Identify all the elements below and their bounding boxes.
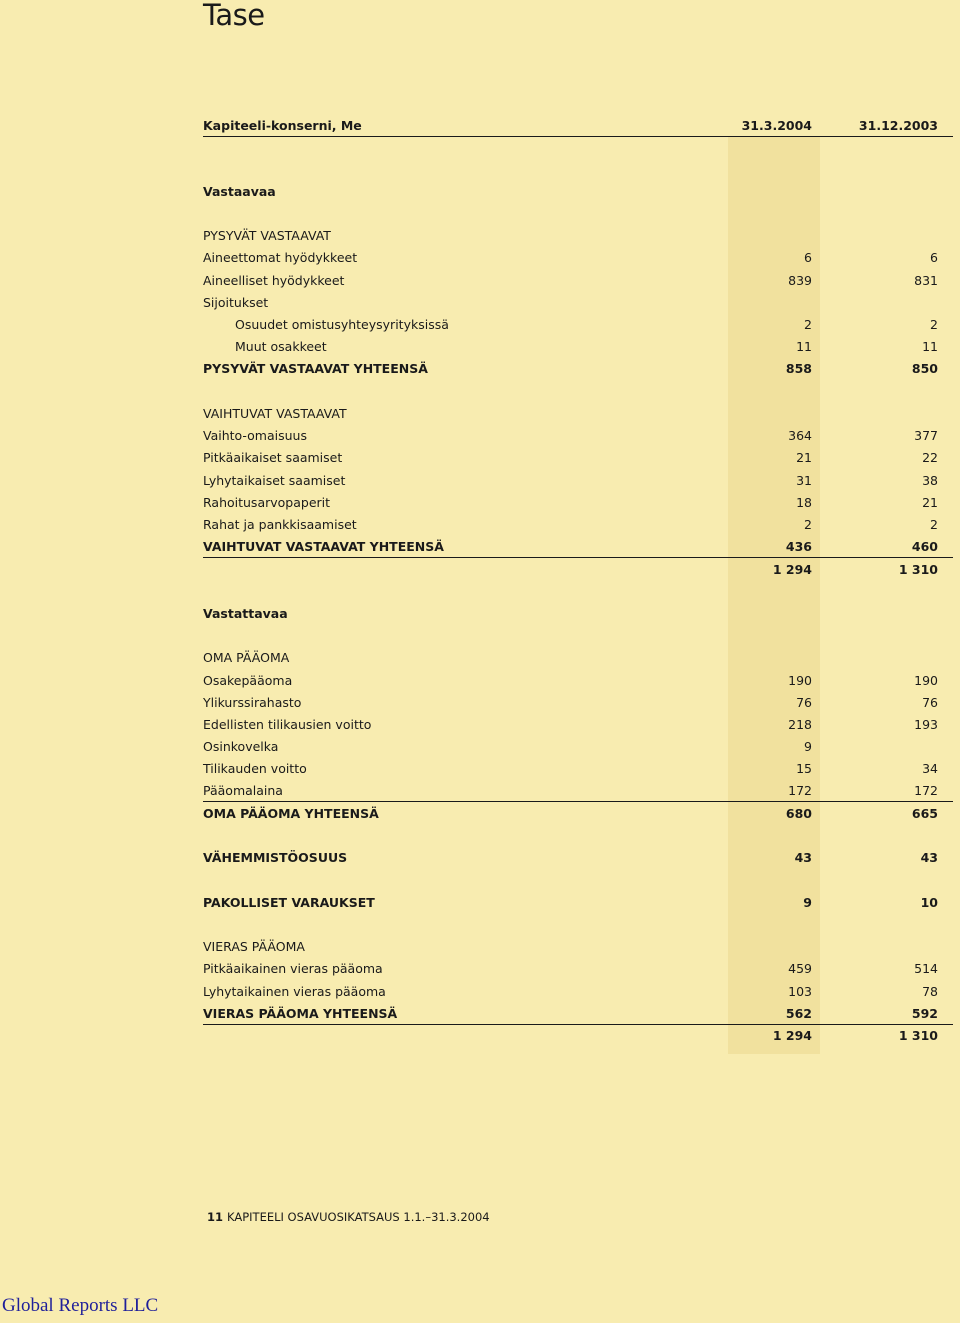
row-label: Vastaavaa xyxy=(203,184,276,199)
row-value-2004: 680 xyxy=(785,806,812,821)
table-row xyxy=(203,270,953,292)
subtotal-row xyxy=(203,803,953,825)
row-value-2003: 21 xyxy=(922,495,938,510)
row-value-2004: 839 xyxy=(788,273,812,288)
table-row xyxy=(203,336,953,358)
table-row xyxy=(203,670,953,692)
total-value-2003: 1 310 xyxy=(898,562,938,577)
total-value-2003: 1 310 xyxy=(898,1028,938,1043)
row-value-2003: 850 xyxy=(911,361,938,376)
row-value-2004: 43 xyxy=(794,850,812,865)
group-heading xyxy=(203,403,953,425)
row-label: Pitkäaikaiset saamiset xyxy=(203,450,343,465)
row-value-2004: 31 xyxy=(796,473,812,488)
row-value-2003: 190 xyxy=(914,673,938,688)
group-heading xyxy=(203,225,953,247)
row-value-2004: 172 xyxy=(788,783,812,798)
row-value-2003: 43 xyxy=(920,850,938,865)
watermark-text: Global Reports LLC xyxy=(2,1295,159,1316)
row-label: PYSYVÄT VASTAAVAT YHTEENSÄ xyxy=(203,361,428,376)
table-row xyxy=(203,736,953,758)
total-value-2004: 1 294 xyxy=(772,562,812,577)
row-label: Pääomalaina xyxy=(203,783,283,798)
row-label: Edellisten tilikausien voitto xyxy=(203,717,372,732)
row-value-2003: 460 xyxy=(911,539,938,554)
row-label: PYSYVÄT VASTAAVAT xyxy=(203,228,331,243)
header-col1: 31.3.2004 xyxy=(741,118,812,133)
table-row xyxy=(203,247,953,269)
page-footer xyxy=(207,1206,490,1228)
row-value-2004: 76 xyxy=(796,695,812,710)
row-label: Ylikurssirahasto xyxy=(203,695,302,710)
row-value-2004: 6 xyxy=(804,250,812,265)
table-row xyxy=(203,470,953,492)
row-value-2003: 2 xyxy=(930,317,938,332)
table-row xyxy=(203,981,953,1003)
row-value-2003: 377 xyxy=(914,428,938,443)
row-label: Sijoitukset xyxy=(203,295,269,310)
row-label: Rahat ja pankkisaamiset xyxy=(203,517,357,532)
row-value-2003: 22 xyxy=(922,450,938,465)
row-value-2003: 514 xyxy=(914,961,938,976)
header-col2: 31.12.2003 xyxy=(858,118,938,133)
group-heading xyxy=(203,936,953,958)
row-value-2004: 9 xyxy=(803,895,812,910)
row-value-2003: 11 xyxy=(922,339,938,354)
row-label: VIERAS PÄÄOMA YHTEENSÄ xyxy=(203,1006,398,1021)
row-value-2003: 6 xyxy=(930,250,938,265)
row-label: Vastattavaa xyxy=(203,606,288,621)
row-label: Vaihto-omaisuus xyxy=(203,428,307,443)
row-value-2004: 218 xyxy=(788,717,812,732)
row-label: Tilikauden voitto xyxy=(203,761,307,776)
row-value-2004: 18 xyxy=(796,495,812,510)
row-value-2004: 2 xyxy=(804,517,812,532)
row-value-2003: 665 xyxy=(911,806,938,821)
header-label: Kapiteeli-konserni, Me xyxy=(203,118,362,133)
row-label: Aineelliset hyödykkeet xyxy=(203,273,345,288)
table-row xyxy=(203,492,953,514)
row-value-2004: 436 xyxy=(785,539,812,554)
row-value-2004: 11 xyxy=(796,339,812,354)
row-label: Osinkovelka xyxy=(203,739,279,754)
table-row xyxy=(203,292,953,314)
row-label: VIERAS PÄÄOMA xyxy=(203,939,305,954)
row-value-2003: 10 xyxy=(920,895,938,910)
table-header xyxy=(203,115,953,137)
row-value-2003: 831 xyxy=(914,273,938,288)
subtotal-row xyxy=(203,536,953,558)
table-row xyxy=(203,692,953,714)
row-value-2003: 76 xyxy=(922,695,938,710)
table-row xyxy=(203,958,953,980)
table-row xyxy=(203,514,953,536)
row-label: OMA PÄÄOMA xyxy=(203,650,290,665)
row-label: VAIHTUVAT VASTAAVAT xyxy=(203,406,347,421)
table-row xyxy=(203,780,953,802)
row-value-2004: 459 xyxy=(788,961,812,976)
row-label: Osakepääoma xyxy=(203,673,293,688)
table-row xyxy=(203,714,953,736)
row-label: VAIHTUVAT VASTAAVAT YHTEENSÄ xyxy=(203,539,444,554)
total-value-2004: 1 294 xyxy=(772,1028,812,1043)
section-heading xyxy=(203,181,953,203)
row-value-2004: 858 xyxy=(785,361,812,376)
row-value-2004: 190 xyxy=(788,673,812,688)
row-value-2003: 78 xyxy=(922,984,938,999)
group-heading xyxy=(203,647,953,669)
row-value-2003: 172 xyxy=(914,783,938,798)
row-value-2004: 103 xyxy=(788,984,812,999)
row-value-2003: 38 xyxy=(922,473,938,488)
row-label: Osuudet omistusyhteysyrityksissä xyxy=(235,317,449,332)
row-label: Rahoitusarvopaperit xyxy=(203,495,331,510)
row-value-2004: 364 xyxy=(788,428,812,443)
row-label: Aineettomat hyödykkeet xyxy=(203,250,358,265)
total-row xyxy=(203,1025,953,1047)
row-value-2004: 9 xyxy=(804,739,812,754)
row-label: PAKOLLISET VARAUKSET xyxy=(203,895,375,910)
table-row xyxy=(203,447,953,469)
table-row xyxy=(203,758,953,780)
row-label: VÄHEMMISTÖOSUUS xyxy=(203,850,348,865)
row-value-2004: 2 xyxy=(804,317,812,332)
page-number: 11 xyxy=(207,1210,224,1224)
table-row xyxy=(203,425,953,447)
subtotal-row xyxy=(203,358,953,380)
row-value-2003: 2 xyxy=(930,517,938,532)
section-heading xyxy=(203,603,953,625)
row-label: Muut osakkeet xyxy=(235,339,327,354)
subtotal-row xyxy=(203,892,953,914)
row-value-2003: 592 xyxy=(911,1006,938,1021)
table-row xyxy=(203,314,953,336)
subtotal-row xyxy=(203,1003,953,1025)
subtotal-row xyxy=(203,847,953,869)
total-row xyxy=(203,559,953,581)
row-label: OMA PÄÄOMA YHTEENSÄ xyxy=(203,806,379,821)
footer-text: KAPITEELI OSAVUOSIKATSAUS 1.1.–31.3.2004 xyxy=(227,1210,490,1224)
row-value-2004: 15 xyxy=(796,761,812,776)
row-value-2003: 34 xyxy=(922,761,938,776)
row-value-2004: 21 xyxy=(796,450,812,465)
row-label: Lyhytaikaiset saamiset xyxy=(203,473,346,488)
row-value-2003: 193 xyxy=(914,717,938,732)
page-title: Tase xyxy=(203,0,265,32)
row-label: Pitkäaikainen vieras pääoma xyxy=(203,961,383,976)
row-value-2004: 562 xyxy=(785,1006,812,1021)
row-label: Lyhytaikainen vieras pääoma xyxy=(203,984,386,999)
